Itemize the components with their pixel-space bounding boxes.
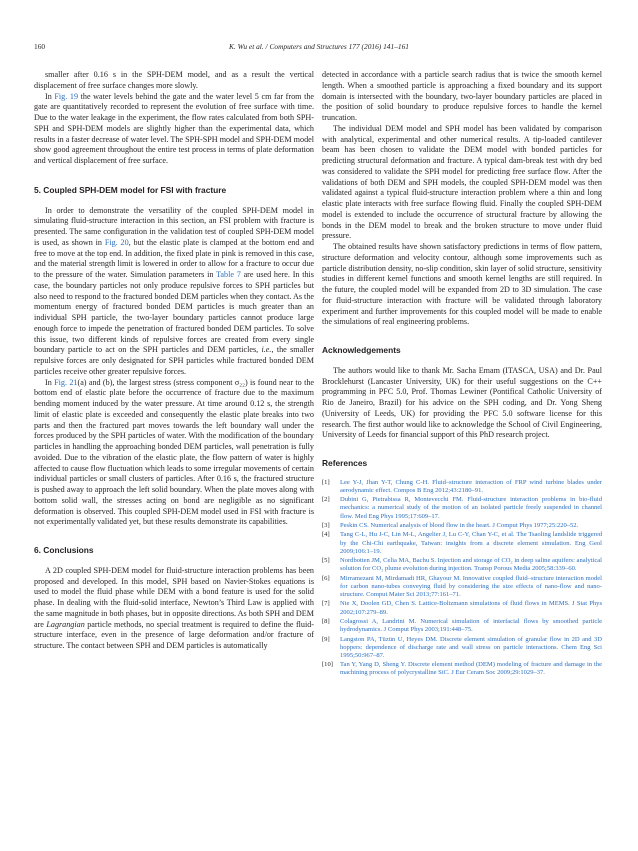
paragraph [322, 124, 602, 242]
reference-number: [5] [322, 557, 330, 565]
reference-item[interactable] [322, 661, 602, 677]
references-heading: References [322, 458, 368, 468]
text-run: Lagrangian [46, 619, 85, 629]
paragraph [34, 378, 314, 529]
left-intro-text [34, 70, 314, 167]
text-run: particle methods, no special treatment is required to define the fluid-structure interface, even in the presence of large deformation and/or fracture of structure. The contact between SPH and DEM particles is automatically [34, 619, 315, 650]
reference-number: [8] [322, 617, 330, 625]
text-run: (a) and (b), the largest stress (stress component σ₂₂) is found near to the bottom end of elastic plate before the occurrence of fracture due to the maximum bending moment induced by the water pressure. At time around 0.12 s, the strength limit of elastic plate is exceeded and consequently the elastic plate breaks into two parts and then the fractured part moves towards the left boundary wall under the forces produced by the SPH particles of water. With the modification of the boundary particles in handling the approaching bonded DEM particles, wall penetration is fully avoided. Due to the vibration of the elastic plate, the flow pattern of water is highly affected to cause flow fluctuation which leads to some irregular movements of certain individual particles or small clusters of particles. After 0.16 s, the fractured structure is pushed away to approach the left solid boundary. When the plate moves along with bottom solid wall, the stresses acting on bond are negligible as no significant deformation is observed. This coupled SPH-DEM model used in FSI with fracture is not experimentally validated yet, but these results demonstrate its capabilities. [34, 377, 314, 527]
text-run: The individual DEM model and SPH model has been validated by comparison with analytical, experimental and other numerical results. A tip-loaded cantilever beam has been chosen to validate the DEM model with bonded particles for predicting structural deformation and fracture. A typical dam-break test with dry bed was considered to validate the SPH model for predicting free surface flow. After the validations of both DEM and SPH models, the coupled SPH-DEM model was then validated against a typical fluid-structure interaction problem where a thin and long elastic plate interacts with free surface flowing fluid. Finally the coupled SPH-DEM model is extended to include the occurrence of structural fracture by allowing the bonds in the DEM model to break and the broken structure to move under fluid pressure. [322, 123, 602, 241]
reference-item[interactable] [322, 531, 602, 555]
reference-item[interactable] [322, 479, 602, 495]
reference-number: [4] [322, 531, 330, 539]
journal-citation: K. Wu et al. / Computers and Structures 177 (2016) 141–161 [229, 42, 409, 51]
reference-text[interactable]: Mirramezani M, Mirdamadi HR, Ghayour M. Innovative coupled fluid–structure interaction model for carbon nano-tubes conveying fluid by considering the size effects of nano-flow and nano-structure. Comput Mater Sci 2013;77:161–71. [340, 574, 602, 598]
acknowledgements-heading: Acknowledgements [322, 345, 401, 355]
reference-text[interactable]: Peskin CS. Numerical analysis of blood flow in the heart. J Comput Phys 1977;25:220–52. [340, 522, 579, 529]
reference-number: [7] [322, 600, 330, 608]
text-run: , but the elastic plate is clamped at the bottom end and free to move at the top end. In addition, the fixed plate in pink is removed in this case, and the material strength limit is lowered in order to allow for a fracture to occur due to the pressure of the water. Simulation parameters in [34, 237, 315, 279]
page-number: 160 [34, 42, 46, 51]
reference-item[interactable] [322, 618, 602, 634]
reference-text[interactable]: Nie X, Doolen GD, Chen S. Lattice-Boltzmann simulations of fluid flows in MEMS. J Stat Phys 2002;107:279–89. [340, 600, 602, 616]
reference-text[interactable]: Colagrossi A, Landrini M. Numerical simulation of interfacial flows by smoothed particle hydrodynamics. J Comput Phys 2003;191:448–75. [340, 617, 602, 634]
paragraph [322, 242, 602, 328]
reference-number: [10] [322, 661, 333, 669]
conclusions-continued [322, 70, 602, 328]
text-run: In [45, 91, 55, 101]
text-run: A 2D coupled SPH-DEM model for fluid-structure interaction problems has been proposed and developed. In this model, SPH based on Navier-Stokes equations is used to model the fluid phase while DEM with a bond feature is used for the solid phase. In dealing with the fluid-solid interface, Newton’s Third Law is applied with the same magnitude in both phases, but in opposite directions. As both SPH and DEM are [34, 565, 314, 629]
section-5-body [34, 206, 314, 529]
reference-item[interactable] [322, 557, 602, 573]
reference-number: [1] [322, 478, 330, 486]
text-run: In [45, 377, 55, 387]
figure-link[interactable]: Fig. 21 [54, 377, 78, 387]
reference-list [322, 479, 602, 678]
figure-link[interactable]: Fig. 19 [54, 91, 79, 101]
acknowledgements-body [322, 366, 602, 441]
reference-item[interactable] [322, 575, 602, 599]
paragraph [322, 366, 602, 441]
text-run: The authors would like to thank Mr. Sacha Emam (ITASCA, USA) and Dr. Paul Brocklehurst (Lancaster University, UK) for their useful suggestions on the C++ programming in PFC 5.0, Prof. Thomas Lewiner (Pontifical Catholic University of Rio de Janeiro, Brazil) for his advice on the SPH coding, and Dr. Yong Sheng (University of Leeds, UK) for providing the PFC 5.0 software license for this research. The first author would like to acknowledge the School of Civil Engineering, University of Leeds for financial support of this PhD research project. [322, 365, 602, 440]
section-6-heading: 6. Conclusions [34, 545, 94, 555]
reference-text[interactable]: Tang C-L, Hu J-C, Lin M-L, Angelier J, Lu C-Y, Chan Y-C, et al. The Tsaoling landslide triggered by the Chi-Chi earthquake, Taiwan: insights from a discrete element simulation. Eng Geol 2009;106:1–19. [340, 531, 602, 555]
text-run: , the smaller repulsive forces are only designated for SPH particles while fractured bonded DEM particles receive other greater repulsive forces. [34, 345, 315, 376]
section-6-body [34, 566, 314, 652]
left-column [34, 70, 314, 652]
text-run: The obtained results have shown satisfactory predictions in terms of flow pattern, structure deformation and velocity contour, although some improvements such as particle distribution density, no-slip condition, skin layer of solid structure, sensitivity studies in different kernel functions and smooth kernel lengths are still required. In the future, the coupled model will be expanded from 2D to 3D simulation. The case for fluid-structure interaction with fracture will be validated through laboratory experiment and further improvements for this coupled model will be made to enable the simulations of real engineering problems. [322, 242, 602, 327]
text-run: the water levels behind the gate and the water level 5 cm far from the gate are quantitatively recorded to represent the evolution of free surface with time. Due to the water leakage in the experiment, the flow rates calculated from both SPH-SPH and SPH-DEM models are slightly higher than the experimental data, which results in a faster decrease of water level. The SPH-SPH model and SPH-DEM model show good agreement throughout the entire test process in terms of plate deformation and vertical displacement of free surface. [34, 91, 314, 165]
reference-text[interactable]: Nordbotten JM, Celia MA, Bachu S. Injection and storage of CO₂ in deep saline aquifers: analytical solution for CO₂ plume evolution during injection. Transp Porous Media 2005;58:339–60. [340, 557, 602, 573]
text-run: In order to demonstrate the versatility of the coupled SPH-DEM model in simulating fluid-structure interaction in this section, an FSI problem with fracture is presented. The same configuration in the validation test of coupled SPH-DEM model is used, as shown in [34, 205, 314, 247]
text-run: smaller after 0.16 s in the SPH-DEM model, and as a result the vertical displacement of free surface changes more slowly. [34, 70, 314, 90]
reference-item[interactable] [322, 636, 602, 660]
figure-link[interactable]: Fig. 20 [104, 237, 129, 247]
figure-link[interactable]: Table 7 [216, 270, 241, 279]
paragraph [34, 206, 314, 378]
reference-text[interactable]: Tan Y, Yang D, Sheng Y. Discrete element method (DEM) modeling of fracture and damage in the machining process of polycrystalline SiC. J Eur Ceram Soc 2009;29:1029–37. [340, 661, 602, 677]
reference-item[interactable] [322, 600, 602, 616]
paragraph [322, 70, 602, 124]
right-column [322, 70, 602, 679]
section-5-heading: 5. Coupled SPH-DEM model for FSI with fracture [34, 184, 227, 195]
reference-number: [3] [322, 522, 330, 529]
running-header [34, 42, 604, 54]
text-run: i.e. [261, 345, 272, 355]
reference-item[interactable] [322, 522, 602, 530]
paragraph [34, 566, 314, 652]
reference-item[interactable] [322, 496, 602, 520]
reference-number: [9] [322, 635, 330, 643]
reference-text[interactable]: Langston PA, Tüzün U, Heyes DM. Discrete element simulation of granular flow in 2D and 3D hoppers: dependence of discharge rate and wall stress on particle interactions. Chem Eng Sci 1995;50:967–87. [340, 635, 602, 659]
text-run: detected in accordance with a particle search radius that is twice the smooth kernel length. When a smoothed particle is approaching a fixed boundary and its support domain is intersected with the boundary, two-layer boundary particles are placed in the position of solid boundary to produce repulsive forces to handle the kernel truncation. [322, 70, 602, 122]
reference-text[interactable]: Lee Y-J, Jhan Y-T, Chung C-H. Fluid–structure interaction of FRP wind turbine blades under aerodynamic effect. Compos B Eng 2012;43:2180–91. [340, 478, 602, 494]
paragraph [34, 92, 314, 167]
reference-text[interactable]: Dubini G, Pietrabissa R, Montevecchi FM. Fluid-structure interaction problems in bio-fluid mechanics: a numerical study of the motion of an isolated particle freely suspended in channel flow. Med Eng Phys 1995;17:609–17. [340, 496, 602, 520]
reference-number: [2] [322, 496, 330, 504]
paragraph [34, 70, 314, 92]
text-run: are used here. In this case, the boundary particles not only produce repulsive forces to SPH particles but also need to respond to the fractured bonded DEM particles when they contact. As the momentum energy of fractured bonded DEM particles is much greater than an individual SPH particle, the two-layer boundary particles cannot produce large enough force to impede the penetration of fractured bonded DEM particles. To solve this issue, two different kinds of repulsive forces are created from every single boundary particle to act on the SPH particles and DEM particles, [34, 270, 314, 355]
reference-number: [6] [322, 574, 330, 582]
